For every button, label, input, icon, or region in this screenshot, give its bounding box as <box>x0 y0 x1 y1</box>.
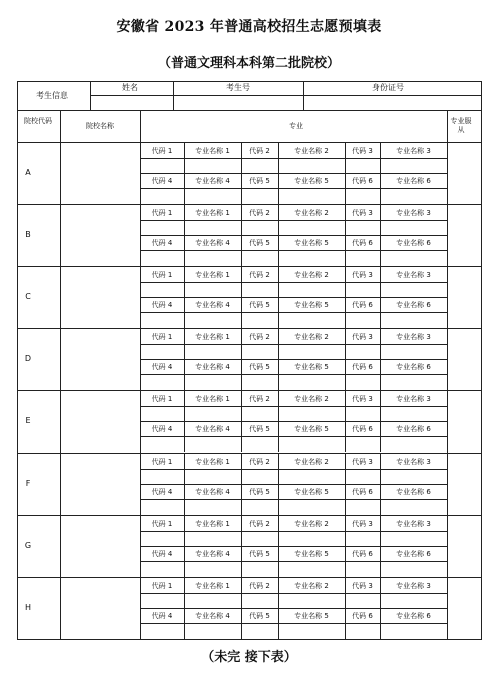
major-label-G-row1-6: 专业名称 3 <box>396 519 431 528</box>
major-label-B-row1-5: 代码 3 <box>352 209 373 218</box>
major-label-C-row1-2: 专业名称 1 <box>195 271 230 280</box>
major-label-A-row1-4: 专业名称 2 <box>294 147 329 155</box>
major-entry-field-H-6[interactable] <box>381 594 446 607</box>
major-label-C-row1-3: 代码 2 <box>249 271 270 280</box>
major-entry-field-B-10[interactable] <box>279 251 344 263</box>
major-entry-field-D-12[interactable] <box>381 375 446 387</box>
major-label-A-row2-2: 专业名称 4 <box>195 177 230 185</box>
major-label-C-row1-6: 专业名称 3 <box>396 271 431 280</box>
school-label-D: D <box>24 354 32 364</box>
major-entry-field-D-7[interactable] <box>141 375 183 387</box>
major-entry-field-G-2[interactable] <box>185 532 240 545</box>
major-entry-field-F-3[interactable] <box>242 470 277 483</box>
major-entry-field-D-8[interactable] <box>185 375 240 387</box>
school-code-header: 院校代码 <box>24 117 52 125</box>
major-label-H-row1-1: 代码 1 <box>151 581 173 590</box>
major-label-A-row1-6: 专业名称 3 <box>396 147 431 155</box>
major-entry-field-E-10[interactable] <box>279 437 344 449</box>
major-entry-field-H-5[interactable] <box>346 594 379 607</box>
major-label-F-row1-2: 专业名称 1 <box>195 457 230 466</box>
major-label-C-row2-2: 专业名称 4 <box>195 301 230 310</box>
major-entry-field-B-4[interactable] <box>279 221 344 234</box>
major-obey-field-H[interactable] <box>448 578 480 638</box>
major-label-G-row2-5: 代码 6 <box>352 549 373 558</box>
major-entry-field-C-5[interactable] <box>346 283 379 296</box>
major-entry-field-D-2[interactable] <box>185 345 240 358</box>
major-entry-field-G-12[interactable] <box>381 562 446 574</box>
major-label-E-row2-6: 专业名称 6 <box>396 425 431 434</box>
major-entry-field-E-9[interactable] <box>242 437 277 449</box>
major-entry-field-D-1[interactable] <box>141 345 183 358</box>
major-entry-field-A-1[interactable] <box>141 159 183 172</box>
major-label-A-row1-1: 代码 1 <box>151 147 173 155</box>
major-entry-field-A-7[interactable] <box>141 189 183 201</box>
school-name-field-H[interactable] <box>61 578 139 638</box>
major-label-H-row2-2: 专业名称 4 <box>195 611 230 620</box>
major-obey-header: 专业服从 <box>450 117 472 134</box>
major-label-E-row2-5: 代码 6 <box>352 425 373 434</box>
major-label-H-row1-2: 专业名称 1 <box>195 581 230 590</box>
major-entry-field-C-3[interactable] <box>242 283 277 296</box>
major-label-D-row2-2: 专业名称 4 <box>195 363 230 372</box>
major-label-H-row2-4: 专业名称 5 <box>294 611 329 620</box>
major-entry-field-H-3[interactable] <box>242 594 277 607</box>
major-entry-field-B-9[interactable] <box>242 251 277 263</box>
major-entry-field-D-6[interactable] <box>381 345 446 358</box>
major-label-D-row2-1: 代码 4 <box>151 363 173 372</box>
major-entry-field-C-1[interactable] <box>141 283 183 296</box>
major-label-A-row1-3: 代码 2 <box>249 147 270 155</box>
name-field[interactable] <box>90 95 172 108</box>
major-label-A-row1-2: 专业名称 1 <box>195 147 230 155</box>
major-label-E-row1-6: 专业名称 3 <box>396 395 431 404</box>
major-label-D-row1-3: 代码 2 <box>249 333 270 342</box>
major-label-F-row2-1: 代码 4 <box>151 487 173 496</box>
major-obey-field-G[interactable] <box>448 516 480 576</box>
major-label-C-row2-4: 专业名称 5 <box>294 301 329 310</box>
major-label-G-row1-4: 专业名称 2 <box>294 519 329 528</box>
major-label-E-row1-5: 代码 3 <box>352 395 373 404</box>
major-label-C-row1-5: 代码 3 <box>352 271 373 280</box>
major-label-B-row2-5: 代码 6 <box>352 239 373 248</box>
id-number-label: 身份证号 <box>372 83 404 92</box>
major-entry-field-C-10[interactable] <box>279 313 344 325</box>
major-label-F-row2-3: 代码 5 <box>249 487 270 496</box>
major-entry-field-B-8[interactable] <box>185 251 240 263</box>
major-entry-field-A-10[interactable] <box>279 189 344 201</box>
form-subtitle: （普通文理科本科第二批院校） <box>157 56 340 71</box>
major-entry-field-C-9[interactable] <box>242 313 277 325</box>
continued-note: （未完 接下表） <box>201 650 297 665</box>
major-label-D-row2-4: 专业名称 5 <box>294 363 329 372</box>
major-label-D-row2-3: 代码 5 <box>249 363 270 372</box>
school-name-field-E[interactable] <box>61 391 139 451</box>
major-entry-field-D-9[interactable] <box>242 375 277 387</box>
major-entry-field-D-4[interactable] <box>279 345 344 358</box>
major-entry-field-C-4[interactable] <box>279 283 344 296</box>
school-label-E: E <box>25 416 31 426</box>
major-entry-field-A-5[interactable] <box>346 159 379 172</box>
major-entry-field-F-6[interactable] <box>381 470 446 483</box>
major-label-D-row1-1: 代码 1 <box>151 333 173 342</box>
major-label-E-row1-3: 代码 2 <box>249 395 270 404</box>
major-label-C-row2-5: 代码 6 <box>352 301 373 310</box>
major-label-G-row2-1: 代码 4 <box>151 549 173 558</box>
major-entry-field-G-5[interactable] <box>346 532 379 545</box>
major-entry-field-F-9[interactable] <box>242 500 277 512</box>
major-label-G-row1-2: 专业名称 1 <box>195 519 230 528</box>
major-obey-field-C[interactable] <box>448 267 480 327</box>
major-label-C-row2-1: 代码 4 <box>151 301 173 310</box>
major-entry-field-G-7[interactable] <box>141 562 183 574</box>
major-label-F-row2-6: 专业名称 6 <box>396 487 431 496</box>
major-label-D-row1-6: 专业名称 3 <box>396 333 431 342</box>
major-header: 专业 <box>289 122 303 130</box>
major-label-A-row2-1: 代码 4 <box>151 177 173 185</box>
major-label-B-row1-1: 代码 1 <box>151 209 173 218</box>
major-entry-field-E-12[interactable] <box>381 437 446 449</box>
major-label-H-row2-5: 代码 6 <box>352 611 373 620</box>
major-label-F-row2-5: 代码 6 <box>352 487 373 496</box>
major-entry-field-H-10[interactable] <box>279 624 344 636</box>
major-entry-field-A-11[interactable] <box>346 189 379 201</box>
major-obey-field-D[interactable] <box>448 329 480 389</box>
school-label-H: H <box>24 602 32 612</box>
major-label-F-row1-1: 代码 1 <box>151 457 173 466</box>
major-label-F-row1-3: 代码 2 <box>249 457 270 466</box>
major-label-H-row2-1: 代码 4 <box>151 611 173 620</box>
major-label-E-row2-1: 代码 4 <box>151 425 173 434</box>
major-label-A-row2-4: 专业名称 5 <box>294 177 329 185</box>
major-entry-field-A-12[interactable] <box>381 189 446 201</box>
major-label-F-row2-2: 专业名称 4 <box>195 487 230 496</box>
major-label-E-row2-4: 专业名称 5 <box>294 425 329 434</box>
major-label-G-row2-6: 专业名称 6 <box>396 549 431 558</box>
major-label-A-row2-3: 代码 5 <box>249 177 270 185</box>
major-entry-field-E-6[interactable] <box>381 407 446 420</box>
major-entry-field-E-11[interactable] <box>346 437 379 449</box>
major-entry-field-A-8[interactable] <box>185 189 240 201</box>
major-entry-field-C-8[interactable] <box>185 313 240 325</box>
major-label-G-row1-1: 代码 1 <box>151 519 173 528</box>
major-label-H-row2-6: 专业名称 6 <box>396 611 431 620</box>
major-entry-field-C-6[interactable] <box>381 283 446 296</box>
school-name-header: 院校名称 <box>86 122 114 130</box>
school-name-field-D[interactable] <box>61 329 139 389</box>
major-entry-field-B-6[interactable] <box>381 221 446 234</box>
major-label-B-row2-4: 专业名称 5 <box>294 239 329 248</box>
major-entry-field-G-4[interactable] <box>279 532 344 545</box>
exam-number-label: 考生号 <box>226 83 250 92</box>
major-label-E-row1-2: 专业名称 1 <box>195 395 230 404</box>
major-label-E-row1-1: 代码 1 <box>151 395 173 404</box>
major-label-G-row1-5: 代码 3 <box>352 519 373 528</box>
school-label-G: G <box>24 540 32 550</box>
major-label-A-row2-5: 代码 6 <box>352 177 373 185</box>
major-entry-field-B-5[interactable] <box>346 221 379 234</box>
major-label-H-row2-3: 代码 5 <box>249 611 270 620</box>
major-entry-field-G-1[interactable] <box>141 532 183 545</box>
school-name-field-G[interactable] <box>61 516 139 576</box>
major-entry-field-E-3[interactable] <box>242 407 277 420</box>
school-label-C: C <box>25 292 31 302</box>
major-entry-field-F-10[interactable] <box>279 500 344 512</box>
major-entry-field-F-11[interactable] <box>346 500 379 512</box>
major-entry-field-A-6[interactable] <box>381 159 446 172</box>
school-name-field-F[interactable] <box>61 454 139 514</box>
major-entry-field-E-7[interactable] <box>141 437 183 449</box>
major-label-A-row2-6: 专业名称 6 <box>396 177 431 185</box>
major-label-G-row2-3: 代码 5 <box>249 549 270 558</box>
major-entry-field-H-9[interactable] <box>242 624 277 636</box>
major-entry-field-C-2[interactable] <box>185 283 240 296</box>
exam-number-field[interactable] <box>174 95 302 108</box>
major-entry-field-A-2[interactable] <box>185 159 240 172</box>
name-label: 姓名 <box>122 83 138 92</box>
form-table <box>17 81 482 640</box>
major-entry-field-A-3[interactable] <box>242 159 277 172</box>
major-label-B-row1-6: 专业名称 3 <box>396 209 431 218</box>
major-entry-field-C-11[interactable] <box>346 313 379 325</box>
form-title: 安徽省 2023 年普通高校招生志愿预填表 <box>116 19 382 35</box>
major-label-B-row1-4: 专业名称 2 <box>294 209 329 218</box>
major-entry-field-G-9[interactable] <box>242 562 277 574</box>
major-entry-field-B-7[interactable] <box>141 251 183 263</box>
major-entry-field-G-3[interactable] <box>242 532 277 545</box>
major-entry-field-E-4[interactable] <box>279 407 344 420</box>
major-entry-field-B-12[interactable] <box>381 251 446 263</box>
major-entry-field-F-8[interactable] <box>185 500 240 512</box>
major-entry-field-D-10[interactable] <box>279 375 344 387</box>
major-obey-field-A[interactable] <box>448 143 480 203</box>
major-entry-field-A-9[interactable] <box>242 189 277 201</box>
major-entry-field-G-6[interactable] <box>381 532 446 545</box>
major-label-C-row2-6: 专业名称 6 <box>396 301 431 310</box>
major-label-E-row2-2: 专业名称 4 <box>195 425 230 434</box>
major-entry-field-G-11[interactable] <box>346 562 379 574</box>
major-entry-field-G-8[interactable] <box>185 562 240 574</box>
major-label-H-row1-6: 专业名称 3 <box>396 581 431 590</box>
major-label-B-row2-6: 专业名称 6 <box>396 239 431 248</box>
major-label-B-row2-2: 专业名称 4 <box>195 239 230 248</box>
major-entry-field-A-4[interactable] <box>279 159 344 172</box>
major-label-F-row1-4: 专业名称 2 <box>294 457 329 466</box>
major-label-F-row2-4: 专业名称 5 <box>294 487 329 496</box>
major-entry-field-B-1[interactable] <box>141 221 183 234</box>
major-entry-field-D-11[interactable] <box>346 375 379 387</box>
major-label-F-row1-6: 专业名称 3 <box>396 457 431 466</box>
major-label-C-row2-3: 代码 5 <box>249 301 270 310</box>
major-label-A-row1-5: 代码 3 <box>352 147 373 155</box>
major-label-G-row1-3: 代码 2 <box>249 519 270 528</box>
id-number-field[interactable] <box>304 95 481 108</box>
major-entry-field-E-8[interactable] <box>185 437 240 449</box>
major-label-G-row2-2: 专业名称 4 <box>195 549 230 558</box>
major-entry-field-B-2[interactable] <box>185 221 240 234</box>
major-label-E-row1-4: 专业名称 2 <box>294 395 329 404</box>
major-entry-field-C-12[interactable] <box>381 313 446 325</box>
major-obey-field-E[interactable] <box>448 391 480 451</box>
major-label-H-row1-4: 专业名称 2 <box>294 581 329 590</box>
school-label-B: B <box>25 230 31 240</box>
major-label-H-row1-3: 代码 2 <box>249 581 270 590</box>
major-label-D-row2-6: 专业名称 6 <box>396 363 431 372</box>
major-entry-field-F-4[interactable] <box>279 470 344 483</box>
school-label-F: F <box>25 478 31 488</box>
school-label-A: A <box>25 168 31 178</box>
school-name-field-B[interactable] <box>61 205 139 265</box>
major-entry-field-B-11[interactable] <box>346 251 379 263</box>
major-entry-field-C-7[interactable] <box>141 313 183 325</box>
major-label-H-row1-5: 代码 3 <box>352 581 373 590</box>
major-label-B-row2-1: 代码 4 <box>151 239 173 248</box>
major-entry-field-B-3[interactable] <box>242 221 277 234</box>
school-name-field-C[interactable] <box>61 267 139 327</box>
major-label-B-row1-2: 专业名称 1 <box>195 209 230 218</box>
major-entry-field-F-2[interactable] <box>185 470 240 483</box>
major-label-D-row1-4: 专业名称 2 <box>294 333 329 342</box>
major-entry-field-E-2[interactable] <box>185 407 240 420</box>
major-entry-field-G-10[interactable] <box>279 562 344 574</box>
candidate-info-label: 考生信息 <box>36 91 68 100</box>
major-entry-field-H-8[interactable] <box>185 624 240 636</box>
major-entry-field-H-4[interactable] <box>279 594 344 607</box>
major-entry-field-H-11[interactable] <box>346 624 379 636</box>
major-label-D-row1-2: 专业名称 1 <box>195 333 230 342</box>
major-entry-field-F-5[interactable] <box>346 470 379 483</box>
major-obey-field-B[interactable] <box>448 205 480 265</box>
major-entry-field-D-5[interactable] <box>346 345 379 358</box>
major-entry-field-E-5[interactable] <box>346 407 379 420</box>
major-label-C-row1-4: 专业名称 2 <box>294 271 329 280</box>
major-entry-field-F-7[interactable] <box>141 500 183 512</box>
major-entry-field-H-12[interactable] <box>381 624 446 636</box>
major-label-G-row2-4: 专业名称 5 <box>294 549 329 558</box>
major-label-B-row1-3: 代码 2 <box>249 209 270 218</box>
major-label-E-row2-3: 代码 5 <box>249 425 270 434</box>
major-entry-field-E-1[interactable] <box>141 407 183 420</box>
major-entry-field-D-3[interactable] <box>242 345 277 358</box>
major-entry-field-H-2[interactable] <box>185 594 240 607</box>
major-label-F-row1-5: 代码 3 <box>352 457 373 466</box>
major-obey-field-F[interactable] <box>448 454 480 514</box>
major-label-C-row1-1: 代码 1 <box>151 271 173 280</box>
major-label-D-row1-5: 代码 3 <box>352 333 373 342</box>
major-label-D-row2-5: 代码 6 <box>352 363 373 372</box>
major-entry-field-F-1[interactable] <box>141 470 183 483</box>
school-name-field-A[interactable] <box>61 143 139 203</box>
major-entry-field-H-1[interactable] <box>141 594 183 607</box>
major-label-B-row2-3: 代码 5 <box>249 239 270 248</box>
major-entry-field-H-7[interactable] <box>141 624 183 636</box>
major-entry-field-F-12[interactable] <box>381 500 446 512</box>
